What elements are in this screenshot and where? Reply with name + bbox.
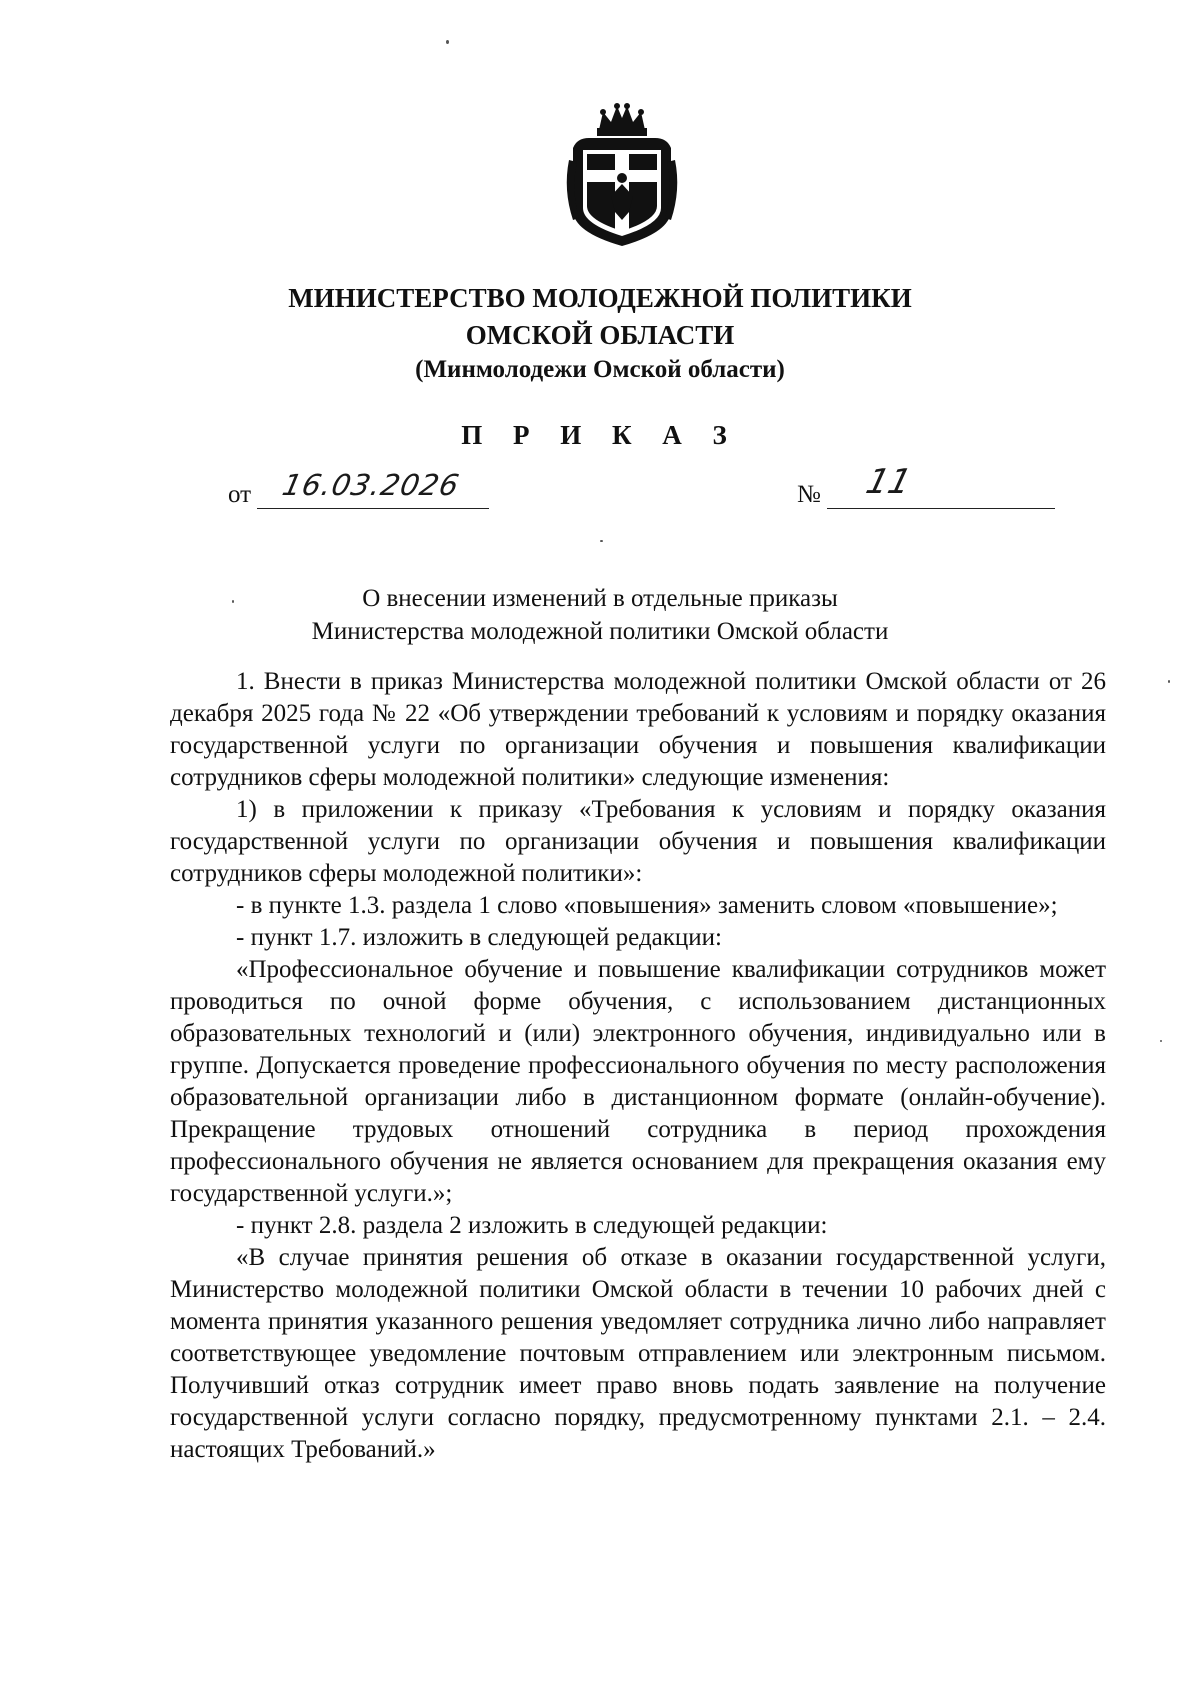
- paragraph-4: - пункт 1.7. изложить в следующей редакции:: [236, 924, 722, 951]
- coat-of-arms-emblem-icon: [563, 100, 681, 250]
- order-title: П Р И К А З: [461, 420, 739, 450]
- handwritten-number: 11: [862, 462, 916, 502]
- paragraph-5: «Профессиональное обучение и повышение квалификации сотрудников может проводиться по очной форме обучения, с использованием дистанционных образовательных технологий и (или) электронного обучения, индивидуально или в группе. Допускается проведение профессионального обучения по месту расположения образовательной организации либо в дистанционном формате (онлайн-обучение). Прекращение трудовых отношений сотрудника в период прохождения профессионального обучения не является основанием для прекращения оказания ему государственной услуги.»;: [170, 956, 1106, 1207]
- paragraph-1: 1. Внести в приказ Министерства молодежной политики Омской области от 26 декабря 2025 года № 22 «Об утверждении требований к условиям и порядку оказания государственной услуги по организации обучения и повышения квалификации сотрудников сферы молодежной политики» следующие изменения:: [170, 668, 1106, 791]
- paragraph-2: 1) в приложении к приказу «Требования к условиям и порядку оказания государственной услуги по организации обучения и повышения квалификации сотрудников сферы молодежной политики»:: [170, 796, 1106, 887]
- scan-speck: [232, 600, 234, 603]
- date-field: [257, 468, 489, 509]
- order-date: [228, 468, 489, 509]
- order-body: [170, 666, 1106, 1466]
- order-subject: [0, 582, 1200, 648]
- number-field: [827, 462, 1055, 509]
- ministry-short-name: (Минмолодежи Омской области): [415, 356, 785, 383]
- scan-speck: [1160, 1040, 1162, 1042]
- scan-speck: [600, 540, 603, 542]
- subject-line1: О внесении изменений в отдельные приказы: [362, 585, 838, 612]
- scan-speck: [446, 40, 449, 44]
- ministry-name-line2: ОМСКОЙ ОБЛАСТИ: [465, 320, 735, 350]
- scan-speck: [1168, 680, 1170, 683]
- date-label: от: [228, 481, 252, 508]
- order-number: [797, 462, 1055, 509]
- number-label: №: [797, 481, 821, 508]
- paragraph-6: - пункт 2.8. раздела 2 изложить в следующей редакции:: [236, 1212, 828, 1239]
- handwritten-date: 16.03.2026: [279, 468, 464, 502]
- paragraph-3: - в пункте 1.3. раздела 1 слово «повышения» заменить словом «повышение»;: [236, 892, 1058, 919]
- paragraph-7: «В случае принятия решения об отказе в оказании государственной услуги, Министерство молодежной политики Омской области в течении 10 рабочих дней с момента принятия указанного решения уведомляет сотрудника лично либо направляет соответствующее уведомление почтовым отправлением или электронным письмом. Получивший отказ сотрудник имеет право вновь подать заявление на получение государственной услуги согласно порядку, предусмотренному пунктами 2.1. – 2.4. настоящих Требований.»: [170, 1244, 1106, 1463]
- ministry-name-line1: МИНИСТЕРСТВО МОЛОДЕЖНОЙ ПОЛИТИКИ: [288, 283, 912, 313]
- subject-line2: Министерства молодежной политики Омской области: [311, 618, 889, 645]
